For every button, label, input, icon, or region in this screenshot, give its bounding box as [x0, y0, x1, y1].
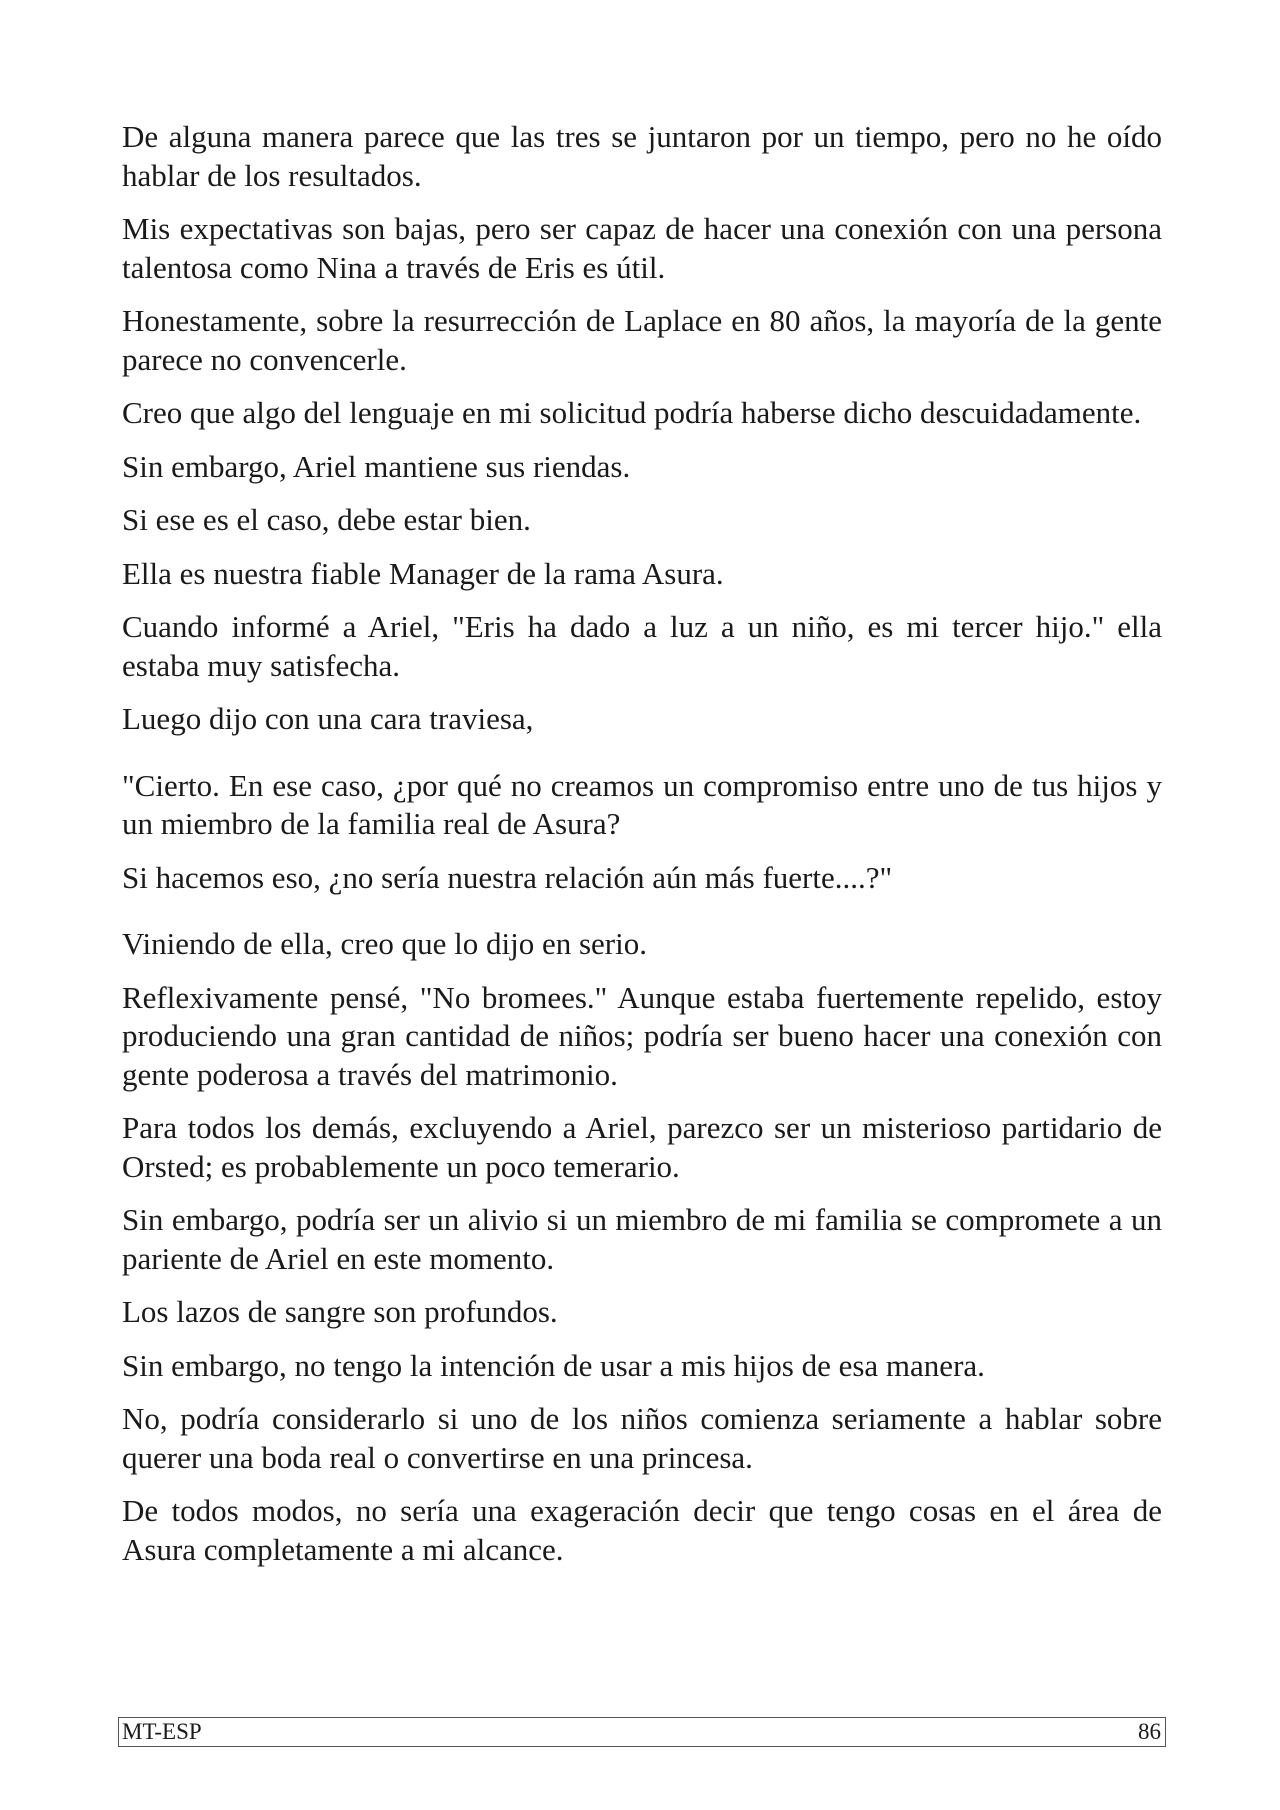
paragraph: Sin embargo, podría ser un alivio si un miembro de mi familia se compromete a un pariente de Ariel en este momento. — [122, 1202, 1162, 1276]
paragraph: Creo que algo del lenguaje en mi solicitud podría haberse dicho descuidadamente. — [122, 395, 1142, 430]
paragraph: Si ese es el caso, debe estar bien. — [122, 502, 531, 537]
page-number: 86 — [1138, 1719, 1161, 1744]
footer-label: MT-ESP — [122, 1719, 202, 1744]
body-text — [122, 118, 1162, 1584]
quote-paragraph: "Cierto. En ese caso, ¿por qué no creamos un compromiso entre uno de tus hijos y un miembro de la familia real de Asura? — [122, 767, 1162, 841]
paragraph: De alguna manera parece que las tres se juntaron por un tiempo, pero no he oído hablar de los resultados. — [122, 119, 1162, 193]
paragraph: Los lazos de sangre son profundos. — [122, 1294, 558, 1329]
paragraph: Sin embargo, no tengo la intención de usar a mis hijos de esa manera. — [122, 1347, 985, 1383]
paragraph: Viniendo de ella, creo que lo dijo en serio. — [122, 926, 647, 961]
paragraph: Mis expectativas son bajas, pero ser capaz de hacer una conexión con una persona talentosa como Nina a través de Eris es útil. — [122, 211, 1162, 285]
page-footer — [118, 1717, 1166, 1747]
paragraph: Sin embargo, Ariel mantiene sus riendas. — [122, 448, 631, 484]
paragraph: Cuando informé a Ariel, "Eris ha dado a luz a un niño, es mi tercer hijo." ella estaba muy satisfecha. — [122, 609, 1162, 683]
quote-paragraph: Si hacemos eso, ¿no sería nuestra relación aún más fuerte....?" — [122, 859, 893, 895]
paragraph: Para todos los demás, excluyendo a Ariel, parezco ser un misterioso partidario de Orsted; es probablemente un poco temerario. — [122, 1110, 1162, 1184]
paragraph: No, podría considerarlo si uno de los niños comienza seriamente a hablar sobre querer una boda real o convertirse en una princesa. — [122, 1401, 1162, 1475]
paragraph: Luego dijo con una cara traviesa, — [122, 701, 534, 736]
paragraph: Honestamente, sobre la resurrección de Laplace en 80 años, la mayoría de la gente parece no convencerle. — [122, 303, 1162, 377]
paragraph: De todos modos, no sería una exageración decir que tengo cosas en el área de Asura completamente a mi alcance. — [122, 1493, 1162, 1567]
paragraph: Ella es nuestra fiable Manager de la rama Asura. — [122, 555, 724, 591]
paragraph: Reflexivamente pensé, "No bromees." Aunque estaba fuertemente repelido, estoy produciendo una gran cantidad de niños; podría ser bueno hacer una conexión con gente poderosa a través del matrimonio. — [122, 979, 1162, 1092]
